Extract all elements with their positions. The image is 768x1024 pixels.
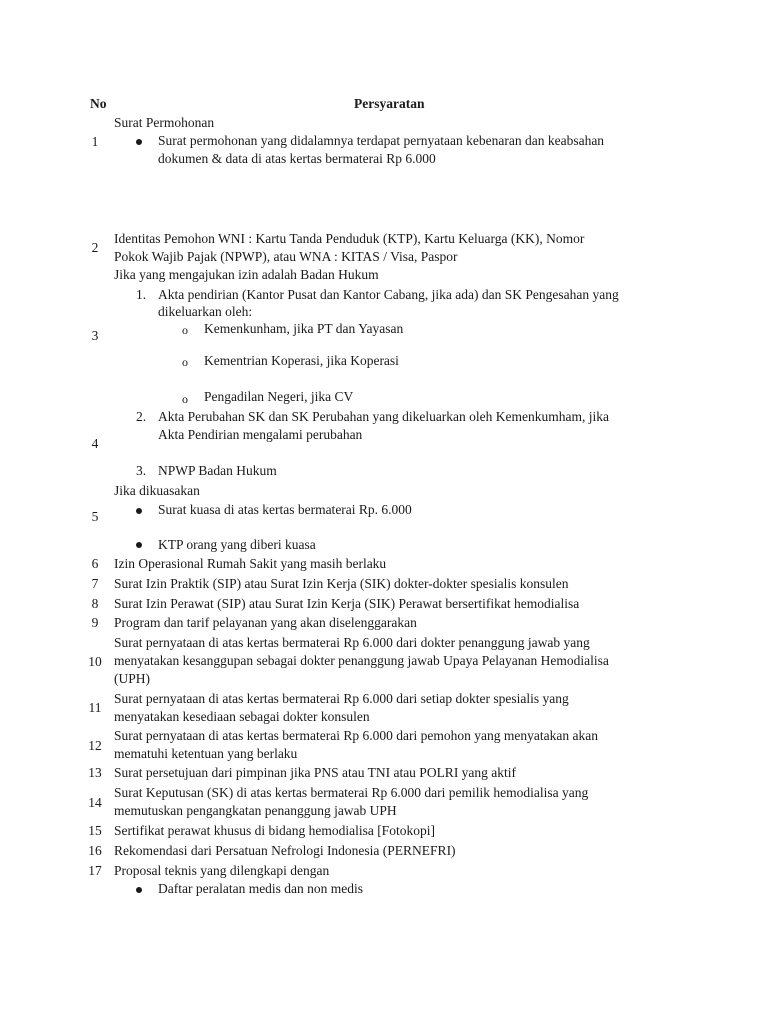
row-number: 7 bbox=[91, 576, 99, 591]
list-item: Surat kuasa di atas kertas bermaterai Rp. 6.000 bbox=[158, 502, 412, 517]
header-no: No bbox=[90, 96, 107, 111]
text-line: Surat pernyataan di atas kertas bermaterai Rp 6.000 dari dokter penanggung jawab yang bbox=[114, 635, 590, 650]
text-line: Rekomendasi dari Persatuan Nefrologi Indonesia (PERNEFRI) bbox=[114, 843, 456, 858]
text-line: Izin Operasional Rumah Sakit yang masih berlaku bbox=[114, 556, 387, 571]
text-line: Pokok Wajib Pajak (NPWP), atau WNA : KITAS / Visa, Paspor bbox=[114, 249, 458, 264]
bullet-icon bbox=[136, 887, 142, 893]
circle-bullet-icon: o bbox=[182, 355, 188, 369]
circle-bullet-icon: o bbox=[182, 323, 188, 337]
bullet-icon bbox=[136, 139, 142, 145]
text-line: memutuskan pengangkatan penanggung jawab UPH bbox=[114, 803, 397, 818]
row-number: 6 bbox=[91, 556, 99, 571]
list-item: dikeluarkan oleh: bbox=[158, 304, 253, 319]
list-item: Daftar peralatan medis dan non medis bbox=[158, 881, 364, 896]
list-marker: 2. bbox=[136, 409, 147, 424]
text-line: Surat Keputusan (SK) di atas kertas bermaterai Rp 6.000 dari pemilik hemodialisa yang bbox=[114, 785, 589, 800]
row-number: 10 bbox=[88, 654, 102, 669]
header-persyaratan: Persyaratan bbox=[354, 96, 425, 111]
circle-bullet-icon: o bbox=[182, 392, 188, 406]
list-item: NPWP Badan Hukum bbox=[158, 463, 277, 478]
row-number: 1 bbox=[91, 134, 99, 149]
text-line: Identitas Pemohon WNI : Kartu Tanda Penduduk (KTP), Kartu Keluarga (KK), Nomor bbox=[114, 231, 585, 246]
list-item: KTP orang yang diberi kuasa bbox=[158, 537, 316, 552]
text-line: Surat pernyataan di atas kertas bermaterai Rp 6.000 dari pemohon yang menyatakan akan bbox=[114, 728, 598, 743]
row-number: 16 bbox=[88, 843, 102, 858]
section-title: Proposal teknis yang dilengkapi dengan bbox=[114, 863, 330, 878]
bullet-icon bbox=[136, 542, 142, 548]
list-marker: 1. bbox=[136, 287, 147, 302]
row-number: 9 bbox=[91, 615, 99, 630]
text-line: Surat Izin Praktik (SIP) atau Surat Izin Kerja (SIK) dokter-dokter spesialis konsulen bbox=[114, 576, 569, 591]
section-title: Jika dikuasakan bbox=[114, 483, 200, 498]
text-line: Program dan tarif pelayanan yang akan diselenggarakan bbox=[114, 615, 417, 630]
list-item: Akta Perubahan SK dan SK Perubahan yang dikeluarkan oleh Kemenkumham, jika bbox=[158, 409, 610, 424]
row-number: 2 bbox=[91, 240, 99, 255]
row-number: 5 bbox=[91, 509, 99, 524]
row-number: 17 bbox=[88, 863, 102, 878]
bullet-icon bbox=[136, 508, 142, 514]
list-marker: 3. bbox=[136, 463, 147, 478]
text-line: mematuhi ketentuan yang berlaku bbox=[114, 746, 298, 761]
row-number: 13 bbox=[88, 765, 102, 780]
row-number: 12 bbox=[88, 738, 102, 753]
sub-item: Kementrian Koperasi, jika Koperasi bbox=[204, 353, 399, 368]
text-line: menyatakan kesediaan sebagai dokter konsulen bbox=[114, 709, 370, 724]
row-number: 15 bbox=[88, 823, 102, 838]
list-item: Surat permohonan yang didalamnya terdapat pernyataan kebenaran dan keabsahan bbox=[158, 133, 605, 148]
list-item: dokumen & data di atas kertas bermaterai Rp 6.000 bbox=[158, 151, 436, 166]
sub-item: Kemenkunham, jika PT dan Yayasan bbox=[204, 321, 404, 336]
section-title: Jika yang mengajukan izin adalah Badan Hukum bbox=[114, 267, 379, 282]
list-item: Akta Pendirian mengalami perubahan bbox=[158, 427, 363, 442]
text-line: Sertifikat perawat khusus di bidang hemodialisa [Fotokopi] bbox=[114, 823, 435, 838]
text-line: Surat pernyataan di atas kertas bermaterai Rp 6.000 dari setiap dokter spesialis yang bbox=[114, 691, 569, 706]
row-number: 4 bbox=[91, 436, 99, 451]
sub-item: Pengadilan Negeri, jika CV bbox=[204, 389, 354, 404]
list-item: Akta pendirian (Kantor Pusat dan Kantor Cabang, jika ada) dan SK Pengesahan yang bbox=[158, 287, 619, 302]
row-number: 3 bbox=[91, 328, 99, 343]
row-number: 11 bbox=[88, 700, 102, 715]
text-line: Surat persetujuan dari pimpinan jika PNS atau TNI atau POLRI yang aktif bbox=[114, 765, 517, 780]
row-number: 8 bbox=[91, 596, 99, 611]
section-title: Surat Permohonan bbox=[114, 115, 215, 130]
text-line: (UPH) bbox=[114, 671, 150, 686]
text-line: Surat Izin Perawat (SIP) atau Surat Izin Kerja (SIK) Perawat bersertifikat hemodialisa bbox=[114, 596, 580, 611]
row-number: 14 bbox=[88, 795, 102, 810]
text-line: menyatakan kesanggupan sebagai dokter penanggung jawab Upaya Pelayanan Hemodialisa bbox=[114, 653, 609, 668]
